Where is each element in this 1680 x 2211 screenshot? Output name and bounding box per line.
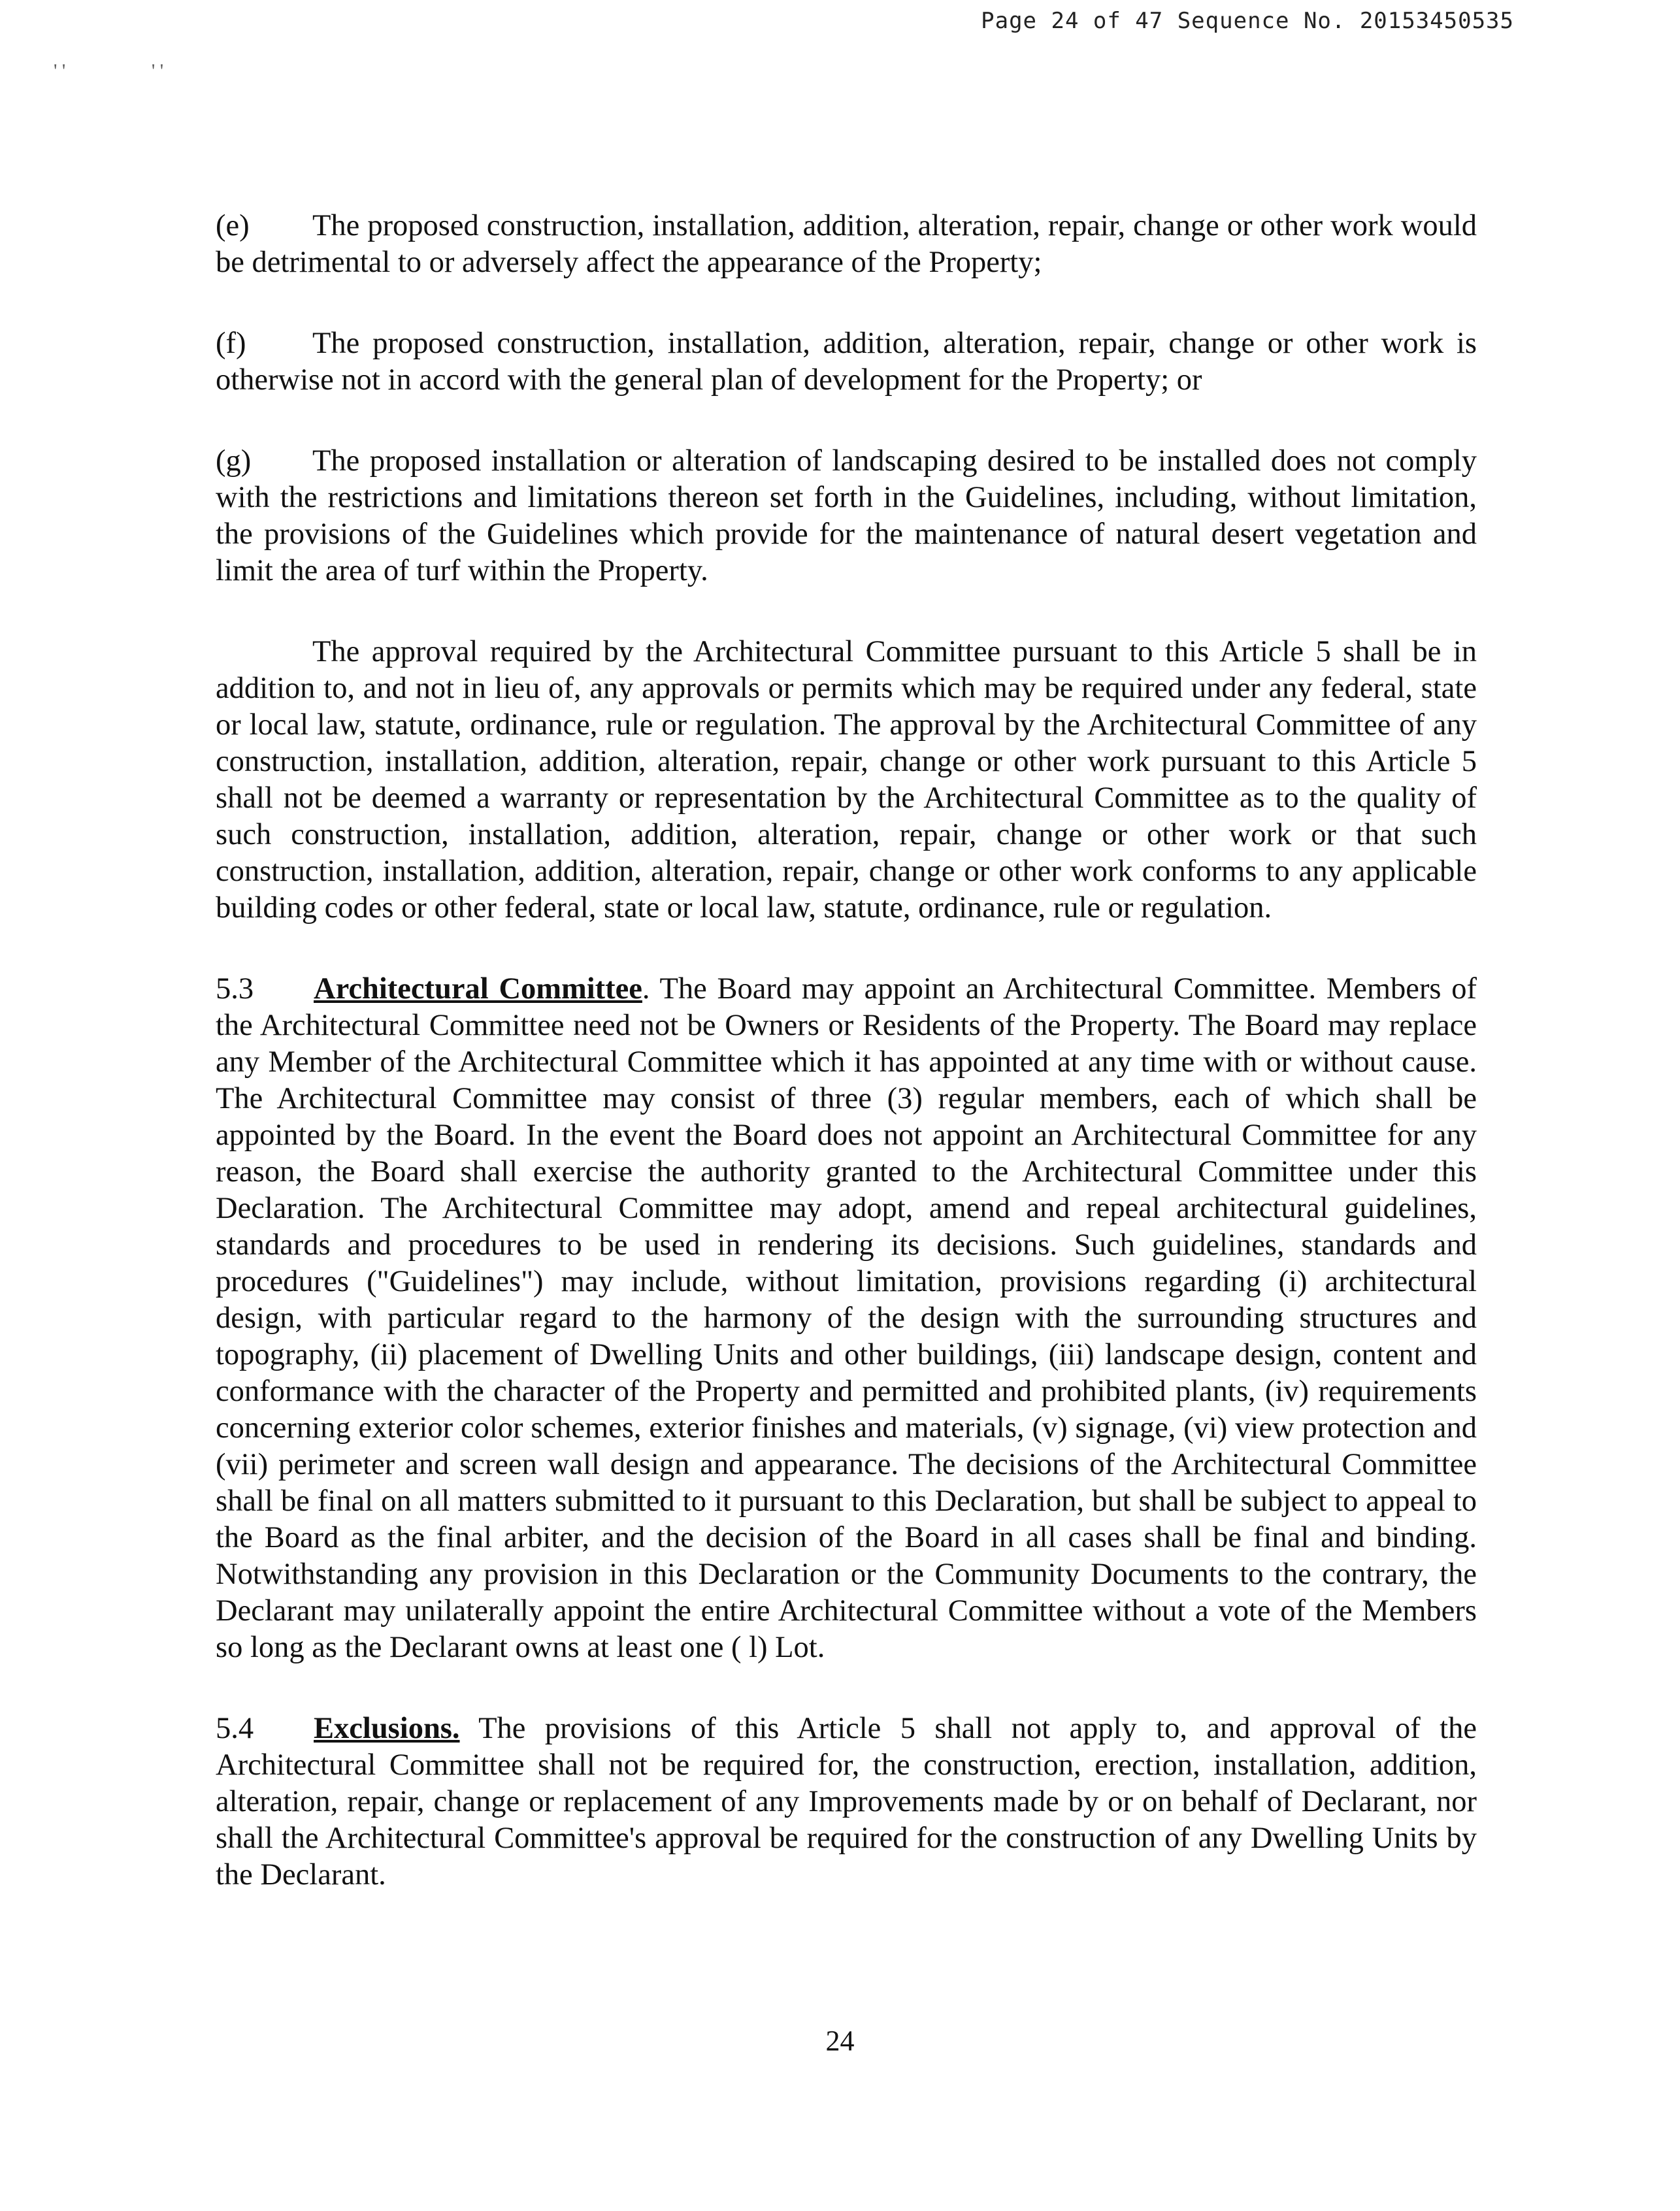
clause-text: The proposed construction, installation, addition, alteration, repair, change or other work is otherwise not in accord with the general plan of development for the Property; or (216, 327, 1477, 397)
page-number: 24 (825, 2025, 855, 2057)
section-heading: Exclusions. (314, 1712, 460, 1745)
section-5-3 (216, 971, 1477, 1666)
scan-marks (54, 60, 244, 82)
section-heading-punct: . (642, 972, 650, 1006)
document-body (216, 208, 1477, 1938)
section-text: The Board may appoint an Architectural Committee. Members of the Architectural Committee need not be Owners or Residents of the Property. The Board may replace any Member of the Architectural Committee which it has appointed at any time with or without cause. The Architectural Committee may consist of three (3) regular members, each of which shall be appointed by the Board. In the event the Board does not appoint an Architectural Committee for any reason, the Board shall exercise the authority granted to the Architectural Committee under this Declaration. The Architectural Committee may adopt, amend and repeal architectural guidelines, standards and procedures to be used in rendering its decisions. Such guidelines, standards and procedures ("Guidelines") may include, without limitation, provisions regarding (i) architectural design, with particular regard to the harmony of the design with the surrounding structures and topography, (ii) placement of Dwelling Units and other buildings, (iii) landscape design, content and conformance with the character of the Property and permitted and prohibited plants, (iv) requirements concerning exterior color schemes, exterior finishes and materials, (v) signage, (vi) view protection and (vii) perimeter and screen wall design and appearance. The decisions of the Architectural Committee shall be final on all matters submitted to it pursuant to this Declaration, but shall be subject to appeal to the Board as the final arbiter, and the decision of the Board in all cases shall be final and binding. Notwithstanding any provision in this Declaration or the Community Documents to the contrary, the Declarant may unilaterally appoint the entire Architectural Committee without a vote of the Members so long as the Declarant owns at least one ( l) Lot. (216, 972, 1477, 1664)
scan-mark: ' ' (151, 60, 164, 82)
scan-mark: ' ' (54, 60, 66, 82)
clause-label: (f) (216, 327, 246, 360)
section-number: 5.4 (216, 1712, 254, 1745)
clause-text: The proposed construction, installation, addition, alteration, repair, change or other work would be detrimental to or adversely affect the appearance of the Property; (216, 209, 1477, 279)
section-heading: Architectural Committee (314, 972, 642, 1006)
clause-label: (e) (216, 209, 250, 242)
section-text: The provisions of this Article 5 shall not apply to, and approval of the Architectural Committee shall not be required for, the construction, erection, installation, addition, alteration, repair, change or replacement of any Improvements made by or on behalf of Declarant, nor shall the Architectural Committee's approval be required for the construction of any Dwelling Units by the Declarant. (216, 1712, 1477, 1892)
section-5-4 (216, 1711, 1477, 1893)
clause-label: (g) (216, 444, 252, 478)
clause-text: The proposed installation or alteration of landscaping desired to be installed does not comply with the restrictions and limitations thereon set forth in the Guidelines, including, without limitation, the provisions of the Guidelines which provide for the maintenance of natural desert vegetation and limit the area of turf within the Property. (216, 444, 1477, 587)
approval-paragraph: The approval required by the Architectural Committee pursuant to this Article 5 shall be in addition to, and not in lieu of, any approvals or permits which may be required under any federal, state or local law, statute, ordinance, rule or regulation. The approval by the Architectural Committee of any construction, installation, addition, alteration, repair, change or other work pursuant to this Article 5 shall not be deemed a warranty or representation by the Architectural Committee as to the quality of such construction, installation, addition, alteration, repair, change or other work or that such construction, installation, addition, alteration, repair, change or other work conforms to any applicable building codes or other federal, state or local law, statute, ordinance, rule or regulation. (216, 635, 1477, 925)
clause-g (216, 443, 1477, 589)
clause-e (216, 208, 1477, 281)
clause-f (216, 325, 1477, 399)
sequence-stamp: Page 24 of 47 Sequence No. 20153450535 (981, 8, 1514, 34)
section-number: 5.3 (216, 972, 254, 1006)
